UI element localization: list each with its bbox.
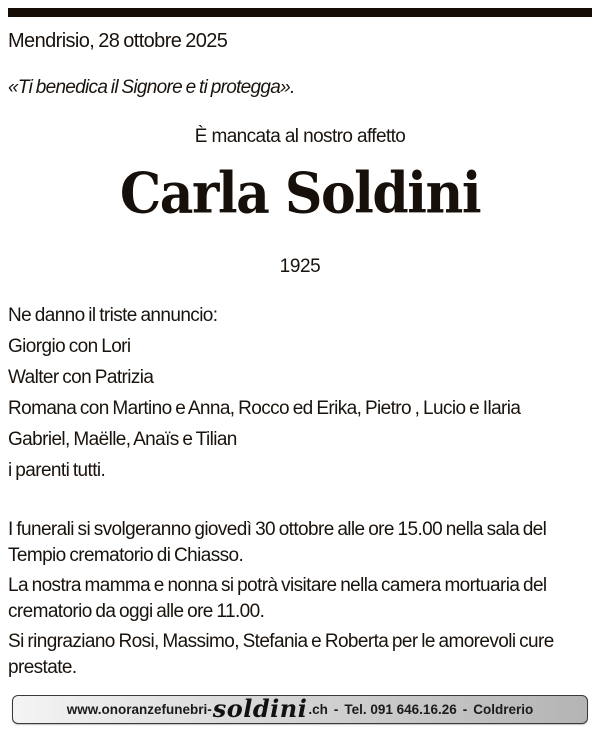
visitation-notice: La nostra mamma e nonna si potrà visitare nella camera mortuaria del crematorio da oggi alle ore 11.00.	[8, 575, 547, 622]
mourner-line: Giorgio con Lori	[8, 336, 131, 357]
funeral-home-banner	[12, 695, 588, 724]
banner-url-suffix: .ch	[308, 702, 328, 717]
banner-location: Coldrerio	[473, 702, 534, 717]
mourner-line: Romana con Martino e Anna, Rocco ed Erika, Pietro , Lucio e Ilaria	[8, 398, 521, 419]
birth-year: 1925	[279, 256, 321, 277]
thanks-notice: Si ringraziano Rosi, Massimo, Stefania e Roberta per le amorevoli cure prestate.	[8, 631, 554, 678]
blessing-quote: «Ti benedica il Signore e ti protegga».	[8, 77, 295, 98]
mourner-line: Gabriel, Maëlle, Anaïs e Tilian	[8, 429, 237, 450]
mourners-list	[8, 303, 520, 489]
mourners-heading: Ne danno il triste annuncio:	[8, 305, 218, 326]
banner-url-prefix: www.onoranzefunebri-	[66, 702, 212, 717]
mourner-line: Walter con Patrizia	[8, 367, 154, 388]
funeral-notice: I funerali si svolgeranno giovedì 30 ottobre alle ore 15.00 nella sala del Tempio crematorio di Chiasso.	[8, 519, 547, 566]
banner-separator: -	[462, 702, 468, 717]
intro-text: È mancata al nostro affetto	[194, 126, 406, 147]
notices	[8, 517, 593, 685]
top-rule	[8, 8, 592, 17]
banner-separator: -	[333, 702, 339, 717]
mourner-line: i parenti tutti.	[8, 460, 106, 481]
dateline: Mendrisio, 28 ottobre 2025	[8, 30, 228, 52]
funeral-home-logo: soldini	[212, 694, 308, 723]
deceased-name: Carla Soldini	[119, 160, 481, 227]
banner-phone: Tel. 091 646.16.26	[344, 702, 457, 717]
